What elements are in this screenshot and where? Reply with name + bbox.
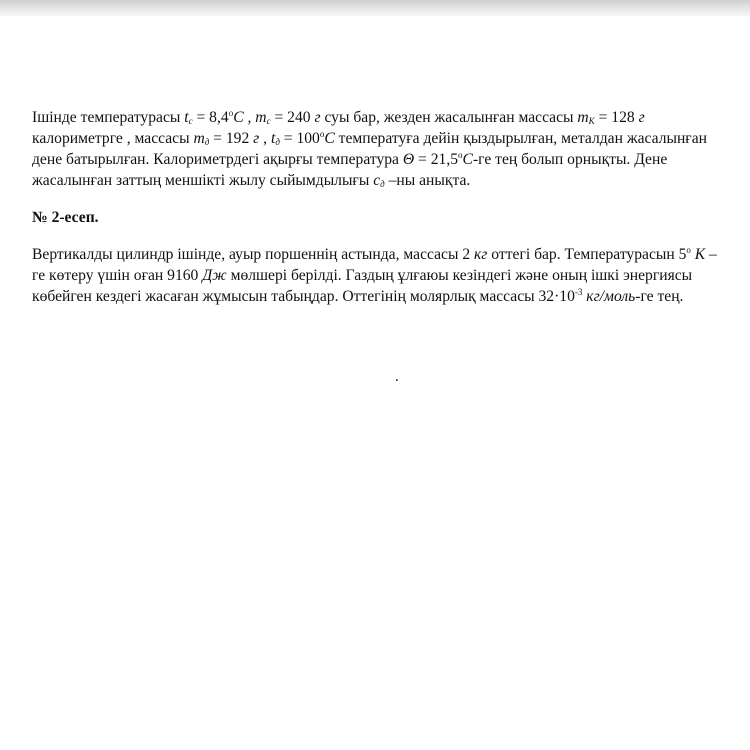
stray-dot: .	[395, 369, 399, 385]
problem2-paragraph: Вертикалды цилиндр ішінде, ауыр поршеннің астында, массасы 2 кг оттегі бар. Температурасын $5^о$ К – ге көтеру үшін оған 9160 Дж мөлшері берілді. Газдың ұлғаюы кезіндегі және оның ішкі энергиясы көбейген кездегі жасаған жұмысын табыңдар. Оттегінің молярлық массасы $32\cdot 10^{-3}$ кг/моль-ге тең.	[32, 245, 717, 305]
window-top-bar	[0, 0, 750, 16]
problem2-heading: № 2-есеп.	[32, 209, 99, 226]
document-page	[32, 107, 722, 307]
problem1-paragraph: Ішінде температурасы $t_с = 8,4^оС$ , $m_с = 240$ г суы бар, жезден жасалынған массасы $m_K = 128$ г калориметрге , массасы $m_д = 192$ г , $t_д = 100^оС$ температуға дейін қыздырылған, металдан жасалынған дене батырылған. Калориметрдегі ақырғы температура $\Theta = 21,5^оС-ге$ тең болып орнықты. Дене жасалынған заттың меншікті жылу сыйымдылығы $с_д$ –ны анықта.	[32, 108, 707, 189]
